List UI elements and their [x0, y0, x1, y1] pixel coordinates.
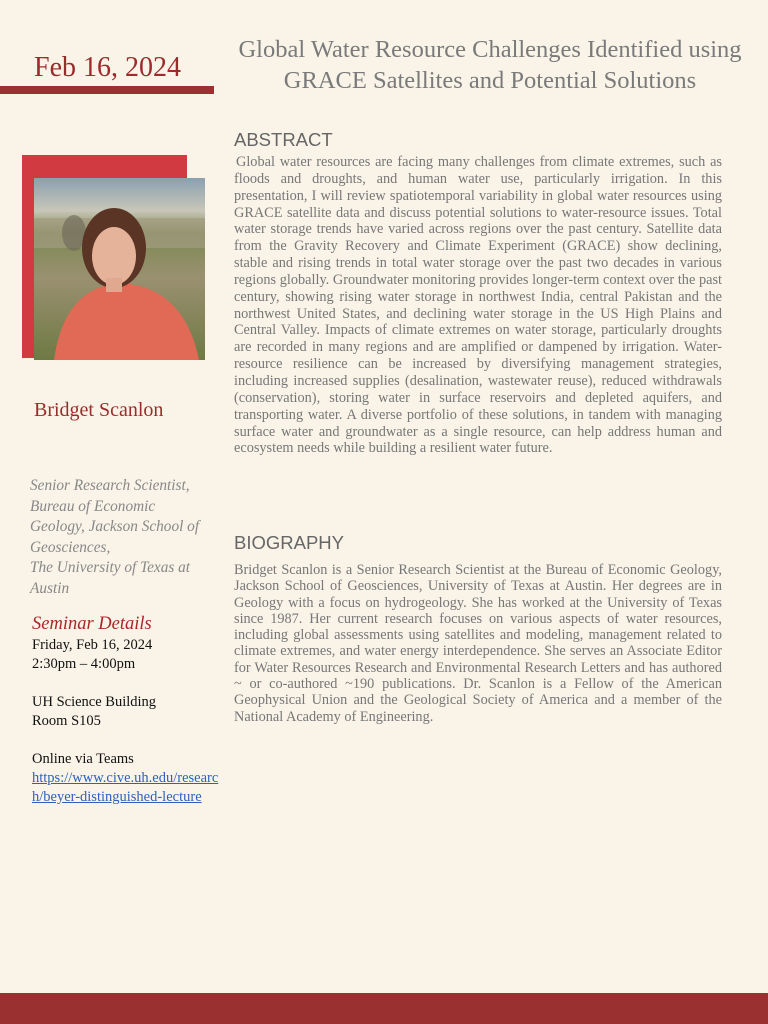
- abstract-text: Global water resources are facing many challenges from climate extremes, such as floods and droughts, and human water use, particularly irrigation. In this presentation, I will review spatiotemporal variability in global water resources using GRACE satellite data and discuss potential solutions to water-resource issues. Total water storage trends have varied across regions over the past century. Satellite data from the Gravity Recovery and Climate Experiment (GRACE) show declining, stable and rising trends in total water storage over the past two decades in various regions globally. Groundwater monitoring provides longer-term context over the past century, showing rising water storage in northwest India, central Pakistan and the northwest United States, and declining water storage in the US High Plains and Central Valley. Impacts of climate extremes on water storage, particularly droughts are recorded in many regions and are amplified or dampened by irrigation. Water-resource resilience can be increased by diversifying management strategies, including increased supplies (desalination, wastewater reuse), reduced withdrawals (conservation), storing water in surface reservoirs and depleted aquifers, and transporting water. A diverse portfolio of these solutions, in tandem with managing surface water and groundwater as a single resource, can help address human and ecosystem needs while building a resilient water future.: [234, 154, 722, 457]
- teams-link[interactable]: https://www.cive.uh.edu/research/beyer-distinguished-lecture: [32, 770, 219, 805]
- affiliation-line: Geology, Jackson School of: [30, 518, 200, 535]
- affiliation-line: Geosciences,: [30, 538, 111, 556]
- seminar-details-heading: Seminar Details: [32, 614, 152, 634]
- footer-bar: [0, 993, 768, 1024]
- abstract-heading: ABSTRACT: [234, 129, 333, 150]
- speaker-name: Bridget Scanlon: [34, 399, 164, 421]
- date-underline-bar: [0, 86, 214, 94]
- speaker-photo: [34, 178, 205, 360]
- biography-text: Bridget Scanlon is a Senior Research Scientist at the Bureau of Economic Geology, Jackson School of Geosciences, University of Texas at Austin. Her degrees are in Geology with a focus on hydrogeology. She has worked at the University of Texas since 1987. Her current research focuses on various aspects of water resources, including global assessments using satellites and modeling, management related to climate extremes, and water energy interdependence. She serves an Associate Editor for Water Resources Research and Environmental Research Letters and has authored ~ or co-authored ~190 publications. Dr. Scanlon is a Fellow of the American Geophysical Union and the Geological Society of America and a member of the National Academy of Engineering.: [234, 562, 722, 725]
- biography-heading: BIOGRAPHY: [234, 532, 344, 553]
- affiliation-line: Bureau of Economic: [30, 497, 156, 515]
- speaker-affiliation: [30, 476, 230, 599]
- affiliation-line: The University of Texas at: [30, 559, 191, 576]
- lecture-title: Global Water Resource Challenges Identified using GRACE Satellites and Potential Solutions: [238, 36, 742, 94]
- affiliation-line: Austin: [30, 579, 70, 597]
- seminar-building: UH Science Building: [32, 694, 157, 710]
- seminar-day: Friday, Feb 16, 2024: [32, 637, 153, 653]
- online-label: Online via Teams: [32, 751, 134, 767]
- seminar-details: [32, 636, 222, 807]
- seminar-time: 2:30pm – 4:00pm: [32, 656, 136, 672]
- seminar-room: Room S105: [32, 713, 101, 729]
- event-date: Feb 16, 2024: [34, 52, 181, 83]
- affiliation-line: Senior Research Scientist,: [30, 477, 190, 494]
